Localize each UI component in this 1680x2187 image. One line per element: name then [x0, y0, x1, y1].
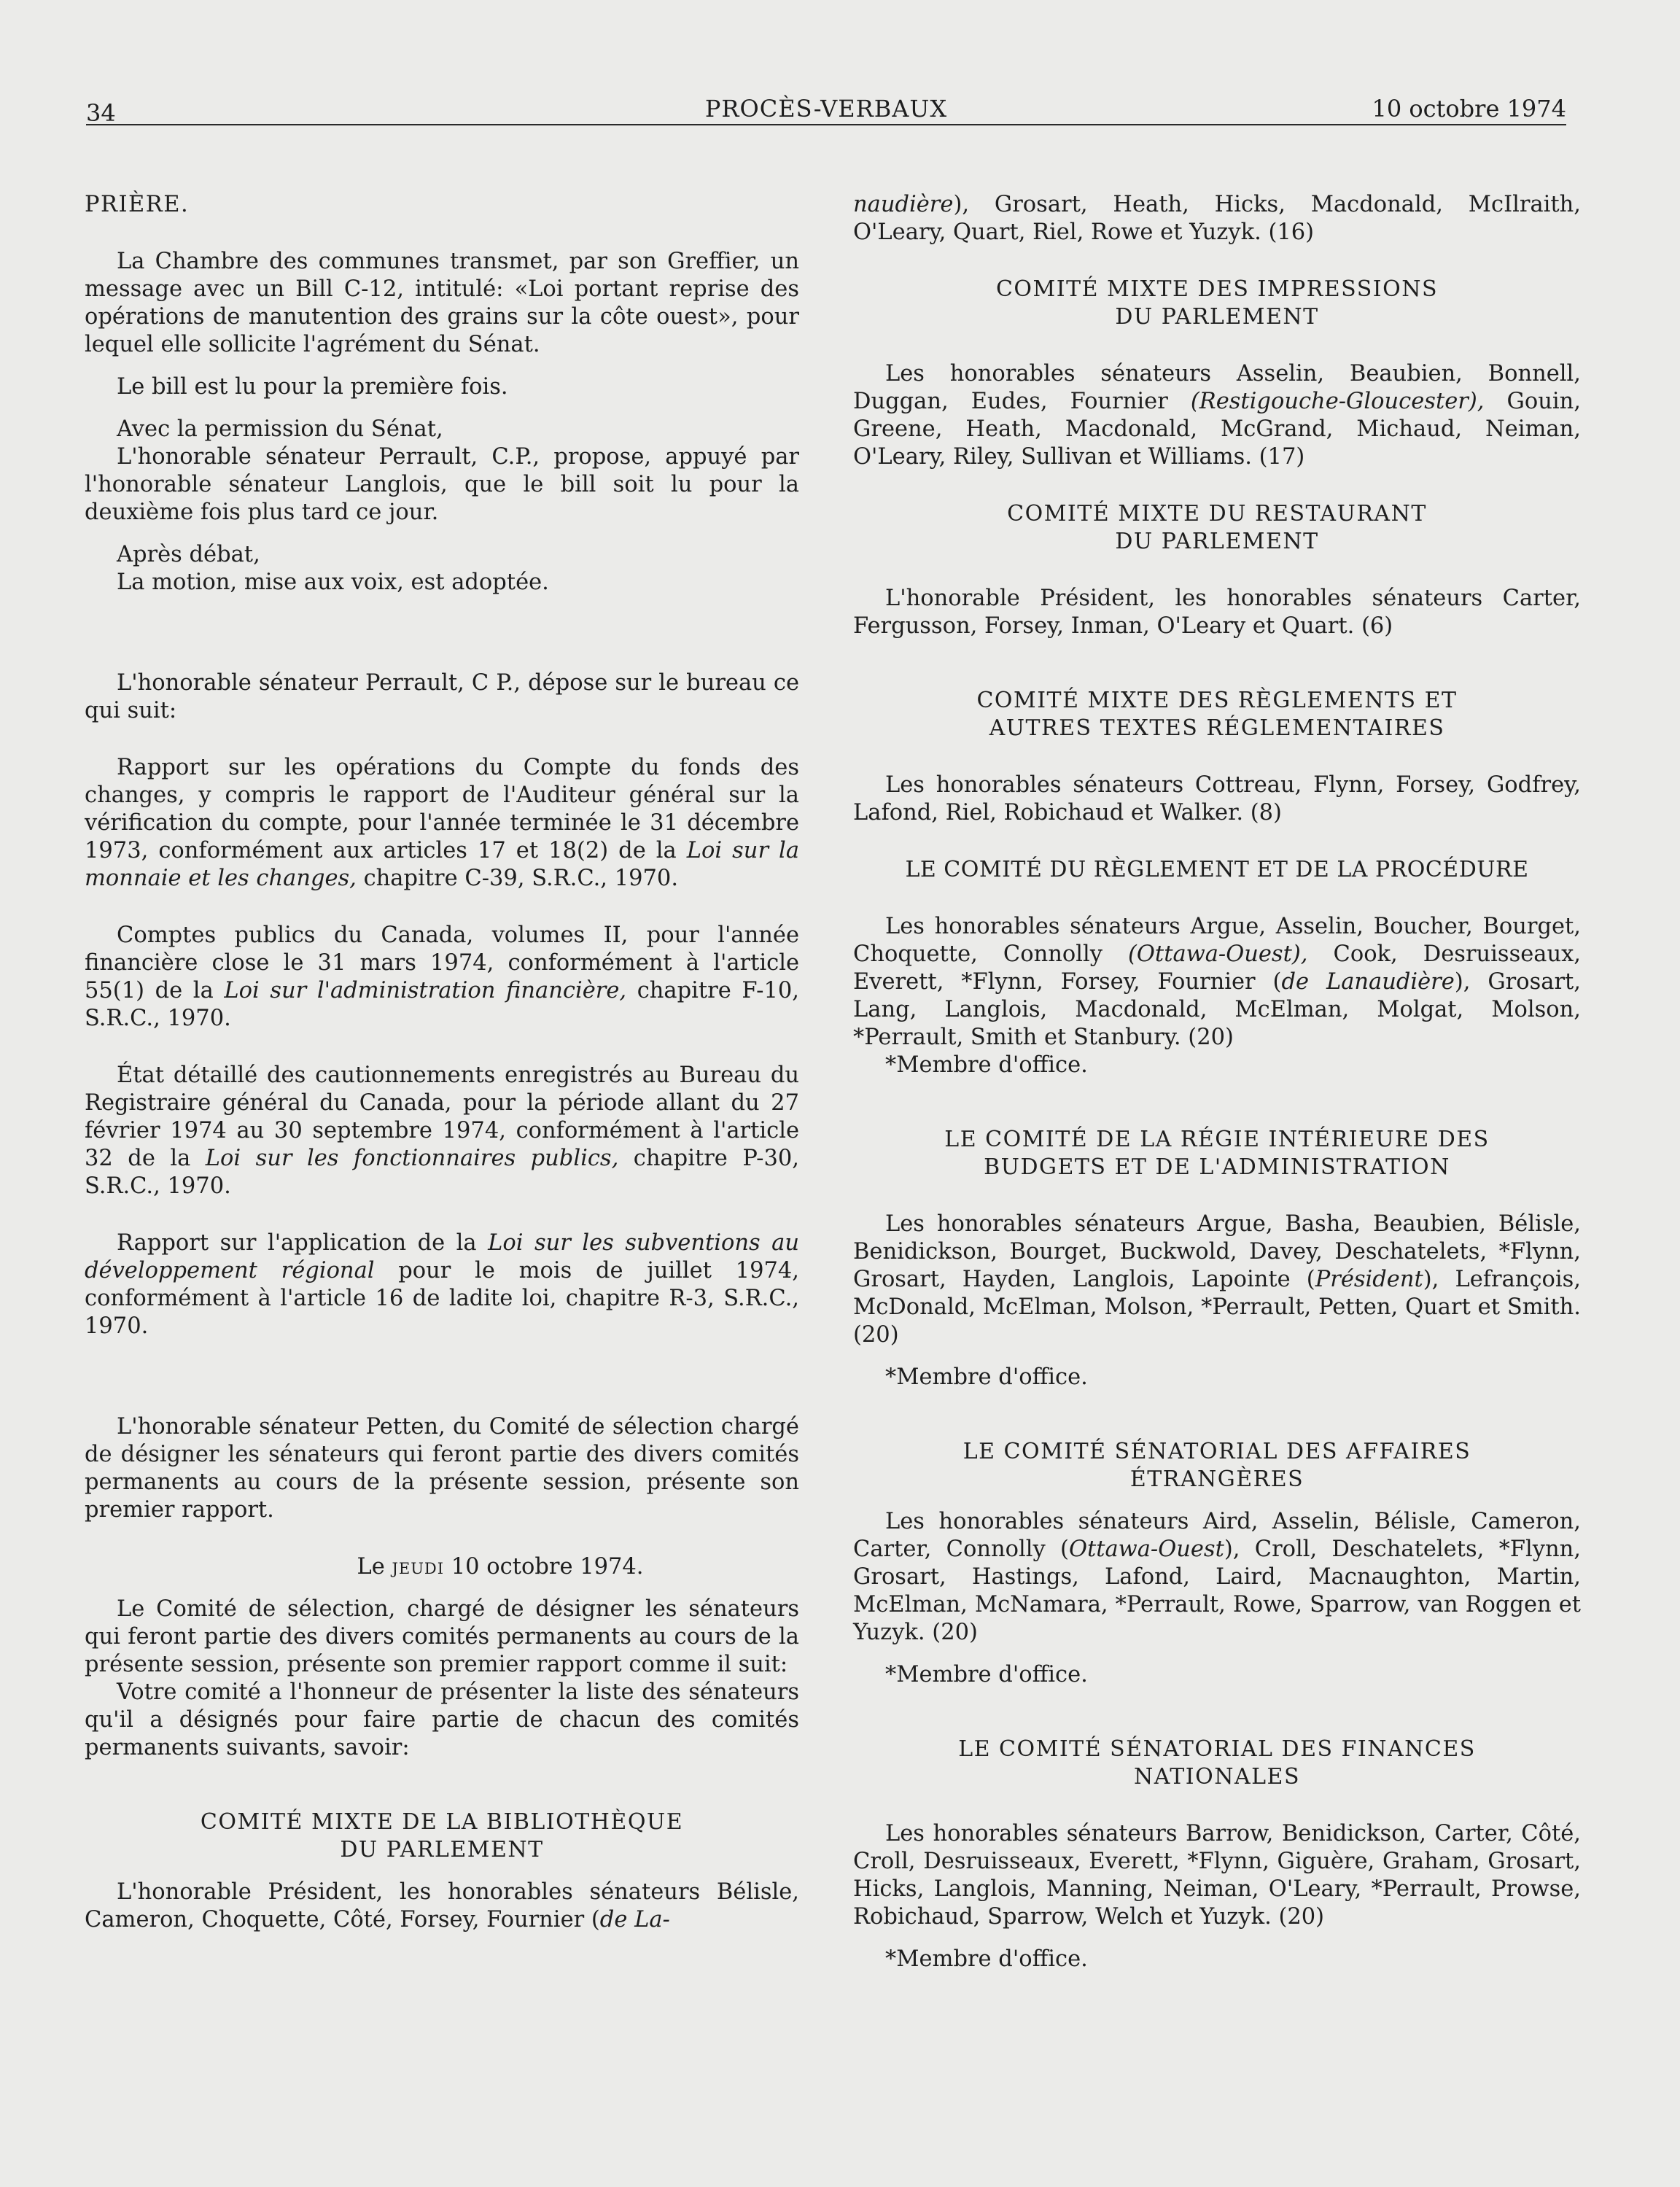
paragraph-rapport-change: [85, 754, 799, 893]
text-run: ), Lefrançois, McDonald, McElman, Molson, *Perrault, Petten, Quart et Smith. (20): [853, 1267, 1581, 1348]
running-header: [86, 93, 1566, 125]
paragraph-procedure-members: [853, 913, 1581, 1052]
paragraph-votre-comite: Votre comité a l'honneur de présenter la liste des sénateurs qu'il a désignés pour faire partie de chacun des comités permanents suivants, savoir:: [85, 1679, 799, 1760]
paragraph-comite-selection: Le Comité de sélection, chargé de désigner les sénateurs qui feront partie des divers comités permanents au cours de la présente session, présente son premier rapport comme il suit:: [85, 1596, 799, 1677]
heading-restaurant-1: COMITÉ MIXTE DU RESTAURANT: [1007, 501, 1427, 527]
paragraph-motion-adopted: La motion, mise aux voix, est adoptée.: [117, 570, 549, 595]
small-caps-day: jeudi: [392, 1554, 445, 1580]
italic-run: (Restigouche-Gloucester),: [1190, 389, 1485, 414]
paragraph-perrault-motion: [85, 443, 799, 527]
right-column: [853, 191, 1581, 1973]
italic-run: de Lanaudière: [1281, 969, 1455, 995]
paragraph-comptes-publics: [85, 922, 799, 1033]
heading-reglements-2: AUTRES TEXTES RÉGLEMENTAIRES: [989, 715, 1445, 741]
italic-run: Président: [1315, 1267, 1423, 1292]
text-run: chapitre P-30, S.R.C., 1970.: [85, 1146, 799, 1199]
heading-bibliotheque-2: DU PARLEMENT: [340, 1837, 544, 1862]
italic-law-title: Loi sur l'administration financière,: [224, 978, 627, 1003]
paragraph-finances-members: Les honorables sénateurs Barrow, Benidickson, Carter, Côté, Croll, Desruisseaux, Everett, *Flynn, Giguère, Graham, Grosart, Hicks, Langlois, Manning, Neiman, O'Leary, *Perrault, Prowse, Robichaud, Sparrow, Welch et Yuzyk. (20): [853, 1821, 1581, 1930]
italic-run: naudière: [853, 192, 954, 217]
left-column: [85, 191, 799, 1934]
report-date: [85, 1553, 799, 1581]
text-run: pour le mois de juillet 1974, conformément à l'article 16 de ladite loi, chapitre R-3, S.R.C., 1970.: [85, 1258, 799, 1339]
paragraph-regie-members: [853, 1211, 1581, 1349]
footnote-membre-office: *Membre d'office.: [885, 1364, 1088, 1390]
text-run: Comptes publics du Canada, volumes II, pour l'année financière close le 31 mars 1974, conformément à l'article 55(1) de la: [85, 922, 799, 1003]
footnote-membre-office: *Membre d'office.: [885, 1946, 1088, 1972]
heading-reglements-1: COMITÉ MIXTE DES RÈGLEMENTS ET: [976, 688, 1458, 713]
paragraph-impressions-members: [853, 360, 1581, 471]
heading-bibliotheque-1: COMITÉ MIXTE DE LA BIBLIOTHÈQUE: [200, 1809, 684, 1835]
text-run: Les honorables sénateurs Aird, Asselin, Bélisle, Cameron, Carter, Connolly (: [853, 1509, 1581, 1562]
text-run: ), Croll, Deschatelets, *Flynn, Grosart, Hastings, Lafond, Laird, Macnaughton, Martin, McElman, McNamara, *Perrault, Rowe, Sparrow, van Roggen et Yuzyk. (20): [853, 1537, 1581, 1645]
italic-run: (Ottawa-Ouest),: [1128, 941, 1308, 967]
paragraph-first-reading: Le bill est lu pour la première fois.: [117, 374, 508, 400]
text-run: L'honorable Président, les honorables sénateurs Bélisle, Cameron, Choquette, Côté, Forsey, Fournier (: [85, 1879, 799, 1932]
text-run: Rapport sur l'application de la: [117, 1230, 489, 1256]
heading-restaurant-2: DU PARLEMENT: [1115, 529, 1319, 554]
heading-impressions-2: DU PARLEMENT: [1115, 304, 1319, 330]
text-run: Rapport sur les opérations du Compte du fonds des changes, y compris le rapport de l'Auditeur général sur la vérification du compte, pour l'année terminée le 31 décembre 1973, conformément aux articles 17 et 18(2) de la: [85, 755, 799, 863]
heading-regie-1: LE COMITÉ DE LA RÉGIE INTÉRIEURE DES: [944, 1127, 1490, 1152]
paragraph-message-bill: La Chambre des communes transmet, par son Greffier, un message avec un Bill C-12, intitulé: «Loi portant reprise des opérations de manutention des grains sur la côte ouest», pour lequel elle sollicite l'agrément du Sénat.: [85, 249, 799, 357]
italic-run: de La-: [599, 1907, 670, 1932]
italic-law-title: Loi sur les subventions au développement régional: [85, 1230, 799, 1283]
paragraph-restaurant-members: L'honorable Président, les honorables sénateurs Carter, Fergusson, Forsey, Inman, O'Leary et Quart. (6): [853, 586, 1581, 639]
italic-law-title: Loi sur les fonctionnaires publics,: [205, 1146, 619, 1171]
paragraph-cautionnements: [85, 1062, 799, 1200]
page-date: 10 octobre 1974: [1372, 95, 1566, 123]
paragraph-subventions: [85, 1230, 799, 1340]
motion-text: L'honorable sénateur Perrault, C.P., propose, appuyé par l'honorable sénateur Langlois, que le bill soit lu pour la deuxième fois plus tard ce jour.: [85, 444, 799, 525]
footnote-membre-office: *Membre d'office.: [885, 1052, 1088, 1078]
paragraph-bibliotheque-members: [85, 1879, 799, 1934]
text-run: Gouin, Greene, Heath, Macdonald, McGrand, Michaud, Neiman, O'Leary, Riley, Sullivan et Williams. (17): [853, 389, 1581, 470]
paragraph-bibliotheque-continued: [853, 191, 1581, 246]
text-run: 10 octobre 1974.: [444, 1554, 644, 1580]
heading-impressions-1: COMITÉ MIXTE DES IMPRESSIONS: [995, 276, 1439, 302]
heading-etrangeres-2: ÉTRANGÈRES: [1129, 1467, 1304, 1492]
text-run: Les honorables sénateurs Argue, Asselin, Boucher, Bourget, Choquette, Connolly: [853, 914, 1581, 967]
text-run: Cook, Desruisseaux, Everett, *Flynn, Forsey, Fournier (: [853, 941, 1582, 995]
paragraph-petten-report: L'honorable sénateur Petten, du Comité de sélection chargé de désigner les sénateurs qui feront partie des divers comités permanents au cours de la présente session, présente son premier rapport.: [85, 1414, 799, 1523]
text-run: chapitre C-39, S.R.C., 1970.: [356, 866, 679, 891]
heading-etrangeres-1: LE COMITÉ SÉNATORIAL DES AFFAIRES: [962, 1439, 1471, 1464]
italic-law-title: Loi sur la monnaie et les changes,: [85, 838, 799, 891]
priere-heading: PRIÈRE.: [85, 192, 190, 217]
text-run: ), Grosart, Lang, Langlois, Macdonald, McElman, Molgat, Molson, *Perrault, Smith et Stanbury. (20): [853, 969, 1581, 1050]
text-run: État détaillé des cautionnements enregistrés au Bureau du Registraire général du Canada, pour la période allant du 27 février 1974 au 30 septembre 1974, conformément à l'article 32 de la: [85, 1063, 799, 1171]
text-run: Les honorables sénateurs Asselin, Beaubien, Bonnell, Duggan, Eudes, Fournier: [853, 361, 1581, 414]
paragraph-permission: Avec la permission du Sénat,: [117, 416, 443, 442]
heading-finances-1: LE COMITÉ SÉNATORIAL DES FINANCES: [958, 1736, 1476, 1762]
text-run: ), Grosart, Heath, Hicks, Macdonald, McIlraith, O'Leary, Quart, Riel, Rowe et Yuzyk. (16): [853, 192, 1581, 245]
paragraph-apres-debat: Après débat,: [117, 542, 260, 567]
paragraph-etrangeres-members: [853, 1508, 1581, 1647]
text-run: Les honorables sénateurs Argue, Basha, Beaubien, Bélisle, Benidickson, Bourget, Buckwold, Davey, Deschatelets, *Flynn, Grosart, Hayden, Langlois, Lapointe (: [853, 1211, 1581, 1292]
italic-run: Ottawa-Ouest: [1068, 1537, 1224, 1562]
page-title: PROCÈS-VERBAUX: [704, 95, 948, 123]
text-run: chapitre F-10, S.R.C., 1970.: [85, 978, 799, 1031]
heading-regie-2: BUDGETS ET DE L'ADMINISTRATION: [984, 1154, 1450, 1180]
page-number: 34: [86, 99, 116, 127]
heading-finances-2: NATIONALES: [1133, 1764, 1301, 1790]
text-run: Le: [357, 1554, 392, 1580]
footnote-membre-office: *Membre d'office.: [885, 1662, 1088, 1687]
heading-procedure: LE COMITÉ DU RÈGLEMENT ET DE LA PROCÉDURE: [905, 857, 1529, 882]
paragraph-reglements-members: Les honorables sénateurs Cottreau, Flynn, Forsey, Godfrey, Lafond, Riel, Robichaud et Walker. (8): [853, 772, 1581, 826]
paragraph-depose: L'honorable sénateur Perrault, C P., dépose sur le bureau ce qui suit:: [85, 670, 799, 723]
